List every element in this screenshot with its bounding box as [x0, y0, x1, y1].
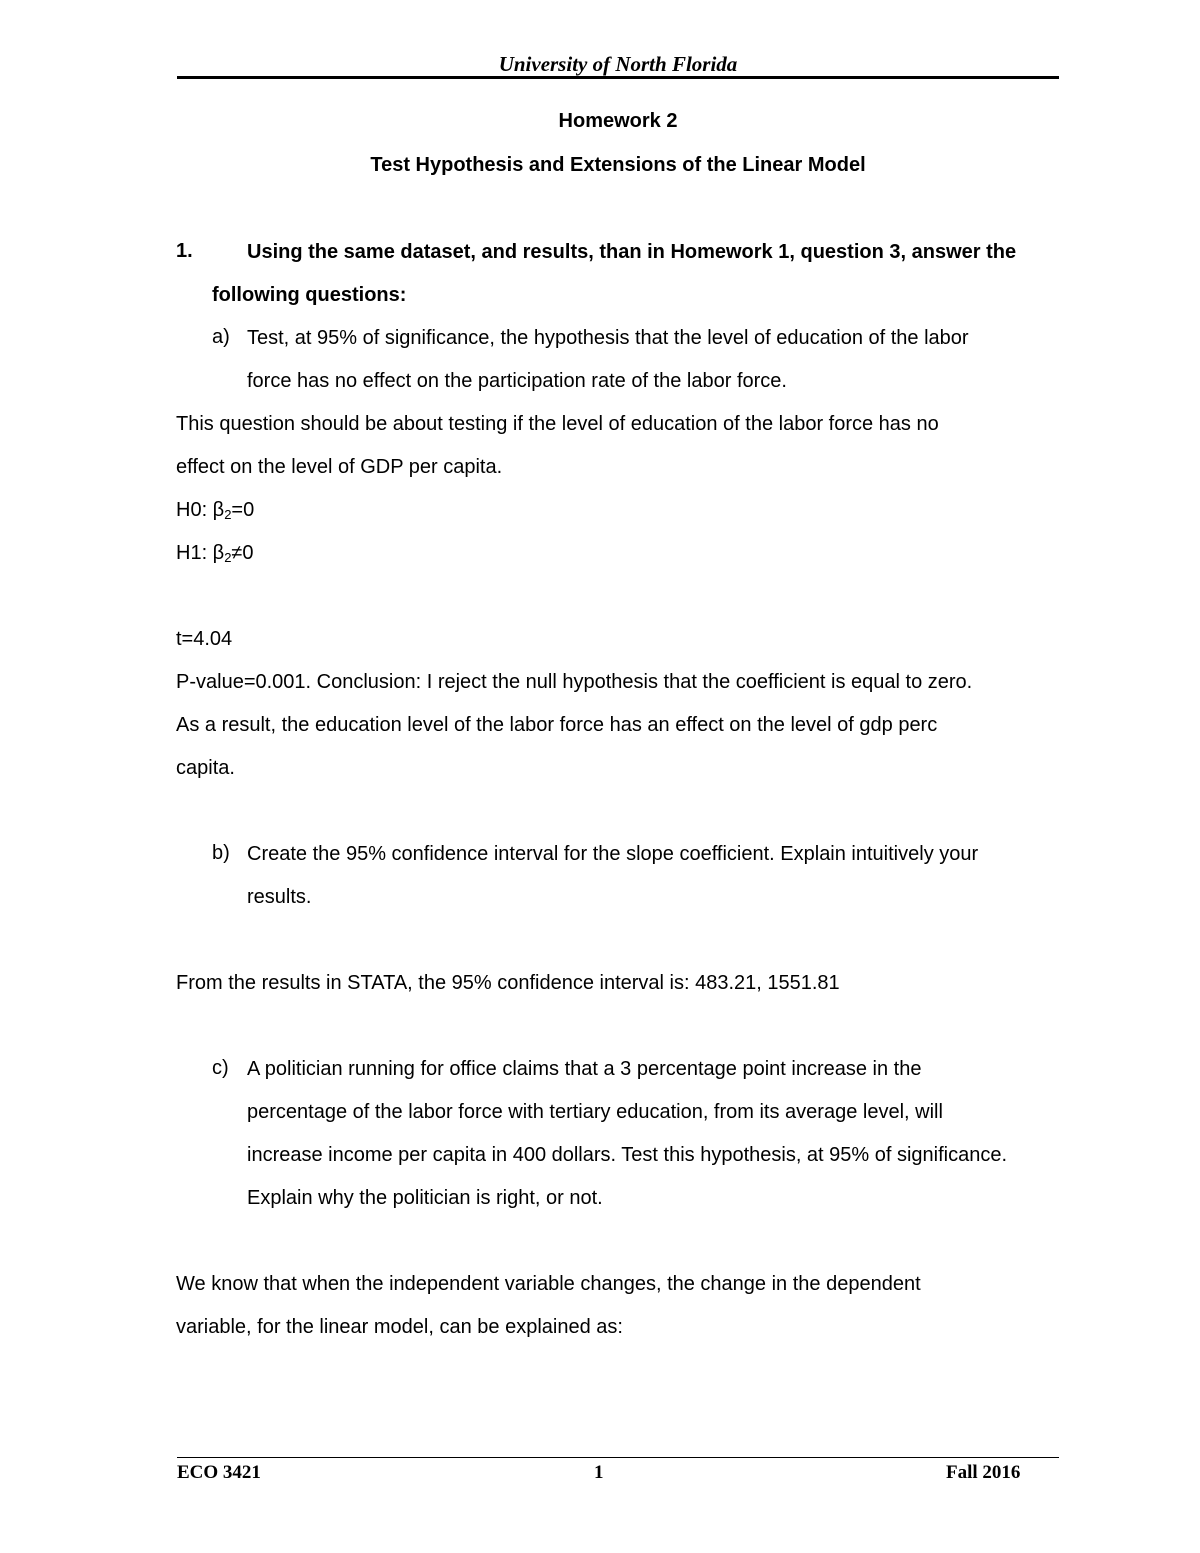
result-line1: As a result, the education level of the labor force has an effect on the level of gdp perc [176, 714, 938, 736]
question-1-text-line2: following questions: [212, 284, 407, 306]
homework-title: Homework 2 [558, 110, 678, 132]
h1-suffix: ≠0 [231, 542, 254, 564]
h0-suffix: =0 [231, 499, 255, 521]
answer-c-line1: We know that when the independent variable changes, the change in the dependent [176, 1273, 921, 1295]
footer-divider [177, 1457, 1059, 1458]
footer-course: ECO 3421 [177, 1462, 261, 1483]
footer-page-number: 1 [594, 1462, 604, 1483]
answer-c-line2: variable, for the linear model, can be explained as: [176, 1316, 623, 1338]
question-1-text-line1: Using the same dataset, and results, than in Homework 1, question 3, answer the [247, 241, 1017, 263]
part-b-letter: b) [212, 842, 230, 864]
t-statistic: t=4.04 [176, 628, 233, 650]
footer-term: Fall 2016 [946, 1462, 1021, 1483]
question-number: 1. [176, 240, 193, 262]
null-hypothesis [176, 498, 254, 522]
part-a-line2: force has no effect on the participation rate of the labor force. [247, 370, 787, 392]
homework-subtitle: Test Hypothesis and Extensions of the Linear Model [370, 154, 866, 176]
h1-subscript: 2 [224, 550, 232, 565]
h0-subscript: 2 [224, 507, 232, 522]
part-a-line1: Test, at 95% of significance, the hypothesis that the level of education of the labor [247, 327, 969, 349]
h0-prefix: H0: β [176, 499, 225, 521]
part-c-line3: increase income per capita in 400 dollars. Test this hypothesis, at 95% of significance. [247, 1144, 1008, 1166]
result-line2: capita. [176, 757, 235, 779]
part-c-line4: Explain why the politician is right, or not. [247, 1187, 603, 1209]
answer-a-line2: effect on the level of GDP per capita. [176, 456, 503, 478]
header-institution: University of North Florida [498, 52, 738, 76]
part-c-letter: c) [212, 1057, 229, 1079]
answer-a-line1: This question should be about testing if the level of education of the labor force has no [176, 413, 939, 435]
p-value-conclusion: P-value=0.001. Conclusion: I reject the null hypothesis that the coefficient is equal to zero. [176, 671, 973, 693]
part-b-line1: Create the 95% confidence interval for the slope coefficient. Explain intuitively your [247, 843, 979, 865]
h1-prefix: H1: β [176, 542, 225, 564]
part-a-letter: a) [212, 326, 230, 348]
answer-b-line1: From the results in STATA, the 95% confidence interval is: 483.21, 1551.81 [176, 972, 840, 994]
header-divider [177, 76, 1059, 79]
part-b-line2: results. [247, 886, 312, 908]
part-c-line1: A politician running for office claims that a 3 percentage point increase in the [247, 1058, 922, 1080]
alternative-hypothesis [176, 541, 254, 565]
part-c-line2: percentage of the labor force with tertiary education, from its average level, will [247, 1101, 943, 1123]
